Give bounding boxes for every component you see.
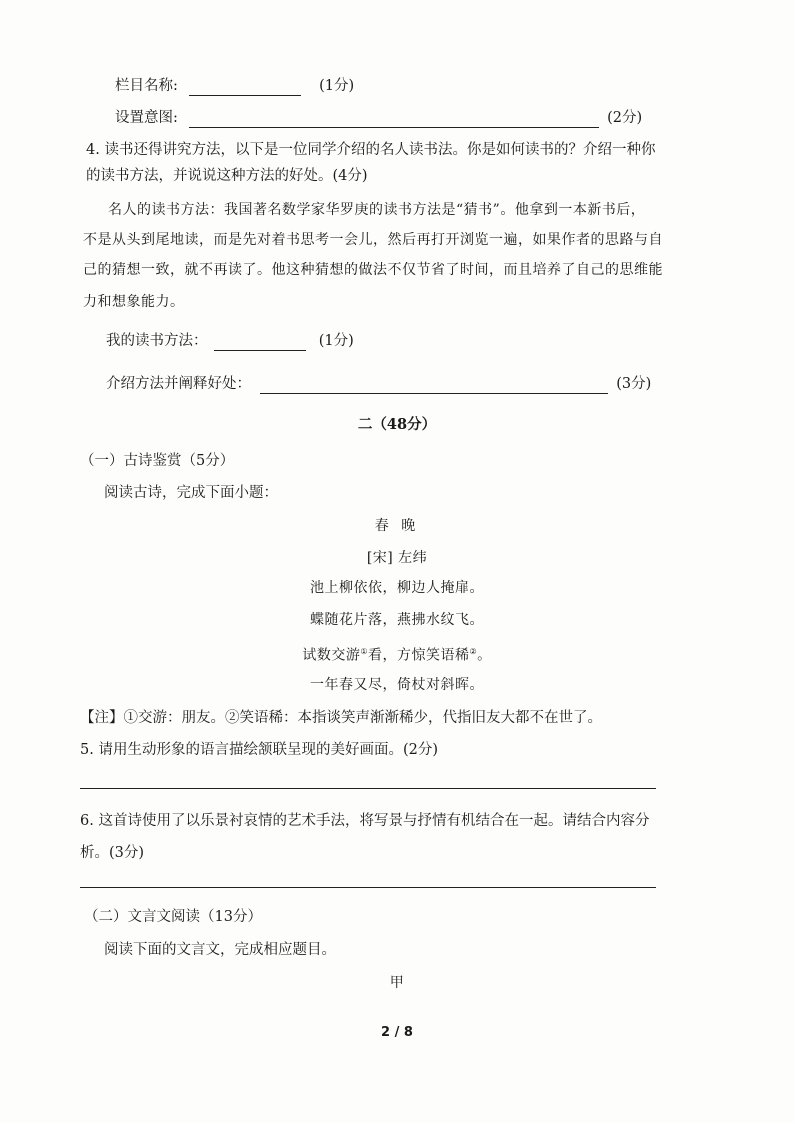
part1-instruction: 阅读古诗，完成下面小题： (104, 485, 278, 501)
intro-row (106, 374, 651, 394)
method-score: (1分) (318, 333, 354, 349)
poem-line2: 蝶随花片落，燕拂水纹飞。 (310, 612, 484, 628)
part2-instruction: 阅读下面的文言文，完成相应题目。 (104, 942, 336, 958)
passage-line1: 名人的读书方法：我国著名数学家华罗庚的读书方法是“猜书”。他拿到一本新书后， (108, 202, 646, 218)
q6-prompt-line1: 6. 这首诗使用了以乐景衬哀情的艺术手法，将写景与抒情有机结合在一起。请结合内容分 (80, 813, 650, 829)
q4-prompt-line2: 的读书方法，并说说这种方法的好处。(4分) (86, 168, 368, 184)
poem-line4: 一年春又尽，倚杖对斜晖。 (310, 677, 484, 693)
poem-line3 (0, 642, 794, 666)
poem-title: 春 晚 (374, 518, 420, 534)
passage-line3: 己的猜想一致，就不再读了。他这种猜想的做法不仅节省了时间，而且培养了自己的思维能 (83, 262, 663, 278)
lanmu-row (115, 76, 354, 96)
lanmu-score: (1分) (319, 78, 355, 94)
part2-heading: （二）文言文阅读（13分） (84, 909, 262, 925)
poem-line3-c: 。 (477, 647, 492, 664)
passage-line4: 力和想象能力。 (83, 294, 185, 310)
lanmu-blank[interactable] (189, 81, 301, 96)
section2-heading: 二（48分） (357, 416, 437, 433)
sheji-label: 设置意图: (115, 110, 178, 126)
method-row (106, 331, 354, 351)
q6-prompt-line2: 析。(3分) (80, 845, 145, 861)
poem-author: [宋] 左纬 (366, 550, 428, 566)
sheji-blank[interactable] (189, 113, 599, 128)
method-blank[interactable] (214, 336, 306, 351)
method-label: 我的读书方法： (106, 333, 208, 349)
intro-label: 介绍方法并阐释好处： (106, 376, 251, 392)
note-marker-2: ② (469, 647, 478, 656)
note-marker-1: ① (360, 647, 368, 656)
poem-line3-a: 试数交游 (302, 647, 361, 664)
intro-score: (3分) (616, 376, 652, 392)
sheji-row (115, 108, 642, 128)
poem-line3-b: 看，方惊笑语稀 (368, 647, 470, 664)
q6-answer-line[interactable] (80, 887, 656, 888)
q5-prompt: 5. 请用生动形象的语言描绘颔联呈现的美好画面。(2分) (80, 742, 438, 758)
lanmu-label: 栏目名称: (115, 78, 178, 94)
intro-blank[interactable] (260, 379, 608, 394)
page-number: 2 / 8 (381, 1025, 413, 1040)
q5-answer-line[interactable] (80, 788, 656, 789)
part1-heading: （一）古诗鉴赏（5分） (80, 453, 235, 469)
sheji-score: (2分) (607, 110, 643, 126)
q4-prompt-line1: 4. 读书还得讲究方法，以下是一位同学介绍的名人读书法。你是如何读书的？介绍一种你 (86, 142, 656, 158)
poem-notes: 【注】①交游：朋友。②笑语稀：本指谈笑声渐渐稀少，代指旧友大都不在世了。 (80, 710, 602, 726)
text-jia-label: 甲 (389, 975, 405, 991)
passage-line2: 不是从头到尾地读，而是先对着书思考一会儿，然后再打开浏览一遍，如果作者的思路与自 (83, 232, 663, 248)
poem-line1: 池上柳依依，柳边人掩扉。 (310, 580, 484, 596)
